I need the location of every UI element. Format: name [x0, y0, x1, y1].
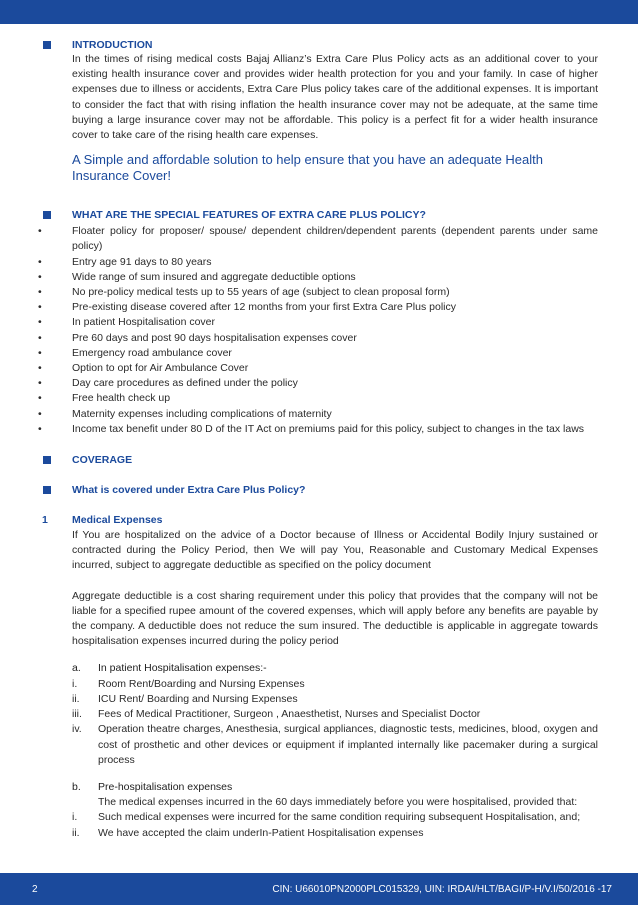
- features-list: [38, 224, 598, 437]
- intro-heading: [38, 38, 598, 52]
- item-marker: iv.: [72, 723, 82, 736]
- intro-paragraph: In the times of rising medical costs Bajaj Allianz’s Extra Care Plus Policy acts as an additional cover to your existing health insurance cover and provides wider health protection for you and your family. In case of higher expenses due to illness or accidents, Extra Care Plus policy takes care of the additional expenses. It is important to consider the fact that with rising inflation the health insurance cover may not be adequate, at the same time buying a large insurance cover may not be affordable. This policy is a perfect fit for a wider health insurance cover to take care of the rising health care expenses.: [72, 53, 598, 142]
- pre-hospitalisation-title: Pre-hospitalisation expenses: [98, 780, 233, 793]
- list-item: [38, 826, 598, 841]
- list-item: • Pre 60 days and post 90 days hospitalisation expenses cover: [38, 331, 598, 346]
- list-item: • Pre-existing disease covered after 12 months from your first Extra Care Plus policy: [38, 300, 598, 315]
- medical-paragraph-1: If You are hospitalized on the advice of a Doctor because of Illness or Accidental Bodily Injury sustained or contracted during the Policy Period, then We will pay You, Reasonable and Customary Medical Expenses incurred, subject to aggregate deductible as specified on the policy document: [72, 529, 598, 572]
- list-item: [38, 810, 598, 825]
- pre-hospitalisation-intro: The medical expenses incurred in the 60 days immediately before you were hospitalised, provided that:: [98, 796, 578, 809]
- list-item: [38, 707, 598, 722]
- features-heading: [38, 208, 598, 222]
- cin-uin-text: CIN: U66010PN2000PLC015329, UIN: IRDAI/HLT/BAGI/P-H/V.I/50/2016 -17: [272, 884, 612, 895]
- list-item: [38, 722, 598, 768]
- list-item: • Maternity expenses including complications of maternity: [38, 407, 598, 422]
- list-item: • Wide range of sum insured and aggregate deductible options: [38, 270, 598, 285]
- medical-expenses-heading: [38, 513, 598, 527]
- item-marker: i.: [72, 811, 78, 824]
- intro-tagline: A Simple and affordable solution to help ensure that you have an adequate Health Insurance Cover!: [72, 152, 543, 184]
- square-bullet-icon: [43, 41, 51, 49]
- list-item: [38, 677, 598, 692]
- pre-hospitalisation-list: [38, 810, 598, 840]
- intro-heading-text: INTRODUCTION: [72, 39, 153, 51]
- section-number: 1: [42, 514, 48, 527]
- coverage-subheading-text: What is covered under Extra Care Plus Policy?: [72, 484, 306, 497]
- features-heading-text: WHAT ARE THE SPECIAL FEATURES OF EXTRA CARE PLUS POLICY?: [72, 209, 426, 222]
- item-marker: ii.: [72, 692, 80, 705]
- item-text: Fees of Medical Practitioner, Surgeon , Anaesthetist, Nurses and Specialist Doctor: [98, 708, 481, 721]
- coverage-heading-text: COVERAGE: [72, 454, 133, 467]
- item-text: Operation theatre charges, Anesthesia, surgical appliances, diagnostic tests, medicines, blood, oxygen and cost of prosthetic and other devices or equipment if implanted internally like pacemaker during a surgical process: [98, 723, 598, 766]
- inpatient-heading: [38, 661, 598, 676]
- list-item: • Entry age 91 days to 80 years: [38, 255, 598, 270]
- coverage-heading: [38, 453, 598, 467]
- item-text: Such medical expenses were incurred for the same condition requiring subsequent Hospitalisation, and;: [98, 811, 581, 824]
- list-item: • Free health check up: [38, 391, 598, 406]
- list-item: • Day care procedures as defined under the policy: [38, 376, 598, 391]
- item-text: ICU Rent/ Boarding and Nursing Expenses: [98, 692, 298, 705]
- pre-hospitalisation-heading: [38, 780, 598, 795]
- coverage-subheading: [38, 483, 598, 497]
- list-item: • Option to opt for Air Ambulance Cover: [38, 361, 598, 376]
- page-number: 2: [32, 884, 38, 895]
- item-marker: ii.: [72, 826, 80, 839]
- page-footer: [0, 873, 638, 905]
- item-text: Room Rent/Boarding and Nursing Expenses: [98, 677, 305, 690]
- document-body: [38, 38, 598, 841]
- list-item: • No pre-policy medical tests up to 55 years of age (subject to clean proposal form): [38, 285, 598, 300]
- list-item: • Income tax benefit under 80 D of the IT Act on premiums paid for this policy, subject to changes in the tax laws: [38, 422, 598, 437]
- inpatient-marker: a.: [72, 662, 81, 675]
- item-marker: i.: [72, 677, 78, 690]
- list-item: • Floater policy for proposer/ spouse/ dependent children/dependent parents (dependent parents under same policy): [38, 224, 598, 254]
- top-banner: [0, 0, 638, 24]
- square-bullet-icon: [43, 486, 51, 494]
- pre-hospitalisation-marker: b.: [72, 780, 81, 793]
- inpatient-title: In patient Hospitalisation expenses:-: [98, 662, 267, 675]
- item-marker: iii.: [72, 708, 82, 721]
- list-item: • In patient Hospitalisation cover: [38, 315, 598, 330]
- item-text: We have accepted the claim underIn-Patient Hospitalisation expenses: [98, 826, 424, 839]
- medical-expenses-title: Medical Expenses: [72, 514, 163, 527]
- square-bullet-icon: [43, 456, 51, 464]
- inpatient-list: [38, 677, 598, 768]
- list-item: • Emergency road ambulance cover: [38, 346, 598, 361]
- medical-paragraph-2: Aggregate deductible is a cost sharing requirement under this policy that provides that the company will not be liable for a specified rupee amount of the covered expenses, which will apply before any benefits are payable by the company. A deductible does not reduce the sum insured. The deductible is applicable in aggregate towards hospitalisation expenses incurred during the policy period: [72, 589, 598, 648]
- square-bullet-icon: [43, 211, 51, 219]
- list-item: [38, 692, 598, 707]
